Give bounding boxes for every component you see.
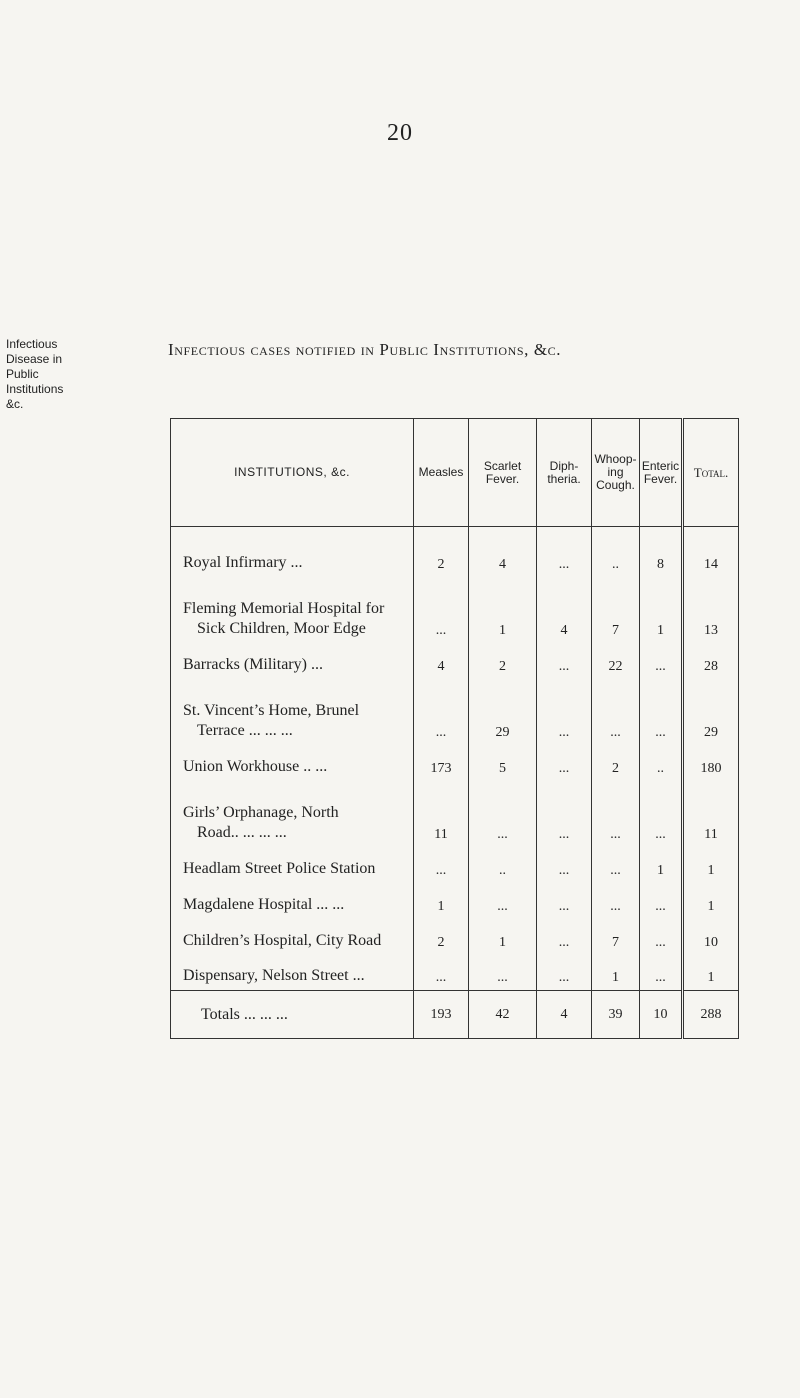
header-total: Total. [683, 419, 739, 527]
cell-enteric-fever: .. [640, 745, 683, 781]
cell-whooping-cough: 7 [592, 577, 640, 643]
cell-enteric-fever: ... [640, 679, 683, 745]
margin-note [6, 337, 116, 412]
header-institutions: INSTITUTIONS, &c. [171, 419, 414, 527]
cell-enteric-fever: 1 [640, 577, 683, 643]
header-text: Enteric [641, 458, 680, 473]
cell-scarlet-fever: 1 [469, 919, 537, 955]
cell-enteric-fever: 8 [640, 527, 683, 577]
table-row [171, 883, 739, 919]
institution-name: Magdalene Hospital ... ... [171, 883, 414, 919]
cell-whooping-cough: 7 [592, 919, 640, 955]
margin-note-line: Public [6, 367, 39, 381]
cell-diphtheria: ... [537, 883, 592, 919]
table-row [171, 679, 739, 745]
cell-diphtheria: ... [537, 919, 592, 955]
margin-note-line: Institutions [6, 382, 64, 396]
margin-note-line: &c. [6, 397, 24, 411]
institution-name: Royal Infirmary ... [171, 527, 414, 577]
header-text: Fever. [485, 471, 520, 486]
header-diphtheria [537, 419, 592, 527]
totals-row [171, 991, 739, 1039]
cell-scarlet-fever: ... [469, 955, 537, 991]
cell-enteric-fever: ... [640, 883, 683, 919]
cell-total: 10 [683, 919, 739, 955]
cell-scarlet-fever: 29 [469, 679, 537, 745]
cell-total: 1 [683, 847, 739, 883]
totals-label: Totals ... ... ... [171, 991, 414, 1039]
header-text: Cough. [596, 478, 635, 492]
cell-whooping-cough: 22 [592, 643, 640, 679]
cell-whooping-cough: ... [592, 847, 640, 883]
cell-total: 1 [683, 955, 739, 991]
cell-scarlet-fever: 2 [469, 643, 537, 679]
cell-diphtheria: ... [537, 955, 592, 991]
cell-diphtheria: ... [537, 643, 592, 679]
cell-measles: 11 [414, 781, 469, 847]
cell-enteric-fever: 1 [640, 847, 683, 883]
cell-total: 11 [683, 781, 739, 847]
cell-diphtheria: ... [537, 847, 592, 883]
cell-total: 14 [683, 527, 739, 577]
cell-total: 13 [683, 577, 739, 643]
cell-measles: ... [414, 847, 469, 883]
table-row [171, 781, 739, 847]
header-text: theria. [547, 471, 581, 486]
cell-scarlet-fever: 4 [469, 527, 537, 577]
cell-enteric-fever: ... [640, 919, 683, 955]
cell-diphtheria: ... [537, 679, 592, 745]
cell-scarlet-fever: ... [469, 781, 537, 847]
cell-measles: ... [414, 577, 469, 643]
header-text: ing [607, 465, 624, 479]
cell-enteric-fever: ... [640, 955, 683, 991]
institution-name-line: Girls’ Orphanage, North [183, 803, 339, 821]
header-row [171, 419, 739, 527]
cell-measles: 173 [414, 745, 469, 781]
cell-measles: 1 [414, 883, 469, 919]
institution-name-line: Terrace ... ... ... [197, 721, 293, 739]
header-text: Fever. [643, 471, 678, 486]
cell-diphtheria: ... [537, 781, 592, 847]
header-measles: Measles [414, 419, 469, 527]
infectious-cases-table [170, 418, 739, 1039]
infectious-cases-table-container [170, 418, 738, 1039]
total-diphtheria: 4 [537, 991, 592, 1039]
table-caption: Infectious cases notified in Public Institutions, &c. [168, 340, 562, 359]
cell-whooping-cough: ... [592, 679, 640, 745]
margin-note-line: Infectious [6, 337, 58, 351]
cell-enteric-fever: ... [640, 781, 683, 847]
cell-whooping-cough: ... [592, 883, 640, 919]
table-row [171, 847, 739, 883]
total-scarlet-fever: 42 [469, 991, 537, 1039]
cell-enteric-fever: ... [640, 643, 683, 679]
cell-measles: 2 [414, 527, 469, 577]
header-text: Scarlet [483, 458, 522, 473]
institution-name-line: Road.. ... ... ... [197, 823, 287, 841]
cell-measles: 4 [414, 643, 469, 679]
institution-name-line: Fleming Memorial Hospital for [183, 599, 385, 617]
cell-scarlet-fever: 1 [469, 577, 537, 643]
cell-diphtheria: ... [537, 745, 592, 781]
institution-name: Dispensary, Nelson Street ... [171, 955, 414, 991]
header-text: Whoop- [594, 452, 637, 466]
header-enteric-fever [640, 419, 683, 527]
cell-total: 29 [683, 679, 739, 745]
cell-whooping-cough: .. [592, 527, 640, 577]
cell-total: 180 [683, 745, 739, 781]
cell-whooping-cough: ... [592, 781, 640, 847]
table-row [171, 955, 739, 991]
table-row [171, 577, 739, 643]
cell-whooping-cough: 1 [592, 955, 640, 991]
institution-name: Headlam Street Police Station [171, 847, 414, 883]
table-row [171, 643, 739, 679]
cell-total: 28 [683, 643, 739, 679]
header-text: Diph- [549, 458, 579, 473]
cell-whooping-cough: 2 [592, 745, 640, 781]
institution-name: Union Workhouse .. ... [171, 745, 414, 781]
total-measles: 193 [414, 991, 469, 1039]
institution-name-line: Sick Children, Moor Edge [197, 619, 366, 637]
cell-diphtheria: ... [537, 527, 592, 577]
table-row [171, 527, 739, 577]
cell-measles: ... [414, 955, 469, 991]
table-row [171, 919, 739, 955]
institution-name [171, 679, 414, 745]
header-scarlet-fever [469, 419, 537, 527]
cell-measles: 2 [414, 919, 469, 955]
institution-name: Children’s Hospital, City Road [171, 919, 414, 955]
cell-total: 1 [683, 883, 739, 919]
header-whooping-cough [592, 419, 640, 527]
total-whooping-cough: 39 [592, 991, 640, 1039]
table-row [171, 745, 739, 781]
total-enteric-fever: 10 [640, 991, 683, 1039]
institution-name: Barracks (Military) ... [171, 643, 414, 679]
page-number: 20 [387, 120, 413, 146]
cell-scarlet-fever: .. [469, 847, 537, 883]
institution-name-line: St. Vincent’s Home, Brunel [183, 701, 360, 719]
institution-name [171, 577, 414, 643]
cell-scarlet-fever: ... [469, 883, 537, 919]
cell-scarlet-fever: 5 [469, 745, 537, 781]
cell-measles: ... [414, 679, 469, 745]
cell-diphtheria: 4 [537, 577, 592, 643]
grand-total: 288 [683, 991, 739, 1039]
institution-name [171, 781, 414, 847]
margin-note-line: Disease in [6, 352, 63, 366]
